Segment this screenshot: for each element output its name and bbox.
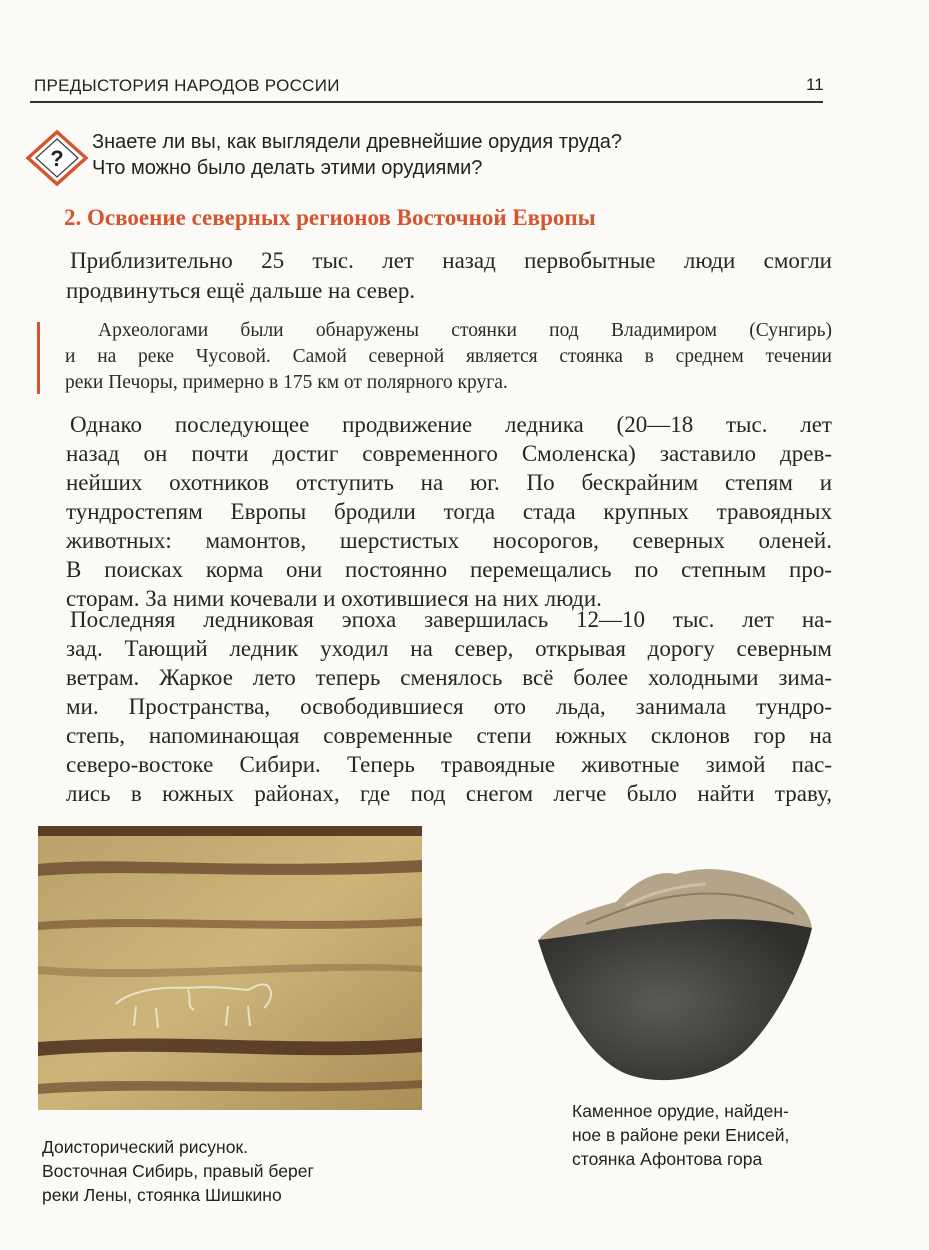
p2-line-5: степь, напоминающая современные степи южных склонов гор на <box>66 723 832 748</box>
stone-tool-caption-line-1: Каменное орудие, найден- <box>572 1101 789 1121</box>
p1-line-1: Однако последующее продвижение ледника (20—18 тыс. лет <box>70 412 832 437</box>
running-header: ПРЕДЫСТОРИЯ НАРОДОВ РОССИИ <box>34 76 340 95</box>
rock-art-caption-line-1: Доисторический рисунок. <box>42 1137 248 1157</box>
intro-line-1: Приблизительно 25 тыс. лет назад первобытные люди смогли <box>70 248 832 273</box>
p1-line-3: нейших охотников отступить на юг. По бескрайним степям и <box>66 470 832 495</box>
p1-line-4: тундростепям Европы бродили тогда стада крупных травоядных <box>66 499 832 524</box>
p2-line-4: ми. Пространства, освободившиеся ото льда, занимала тундро- <box>66 694 832 719</box>
rock-art-caption-line-2: Восточная Сибирь, правый берег <box>42 1161 314 1181</box>
intro-line-2: продвинуться ещё дальше на север. <box>66 278 416 303</box>
aside-line-2: и на реке Чусовой. Самой северной является стоянка в среднем течении <box>65 346 832 367</box>
p1-line-6: В поисках корма они постоянно перемещались по степным про- <box>66 557 832 582</box>
rock-art-image <box>38 826 422 1110</box>
p2-line-6: северо-востоке Сибири. Теперь травоядные животные зимой пас- <box>66 752 832 777</box>
question-mark: ? <box>50 146 64 171</box>
rock-art-caption-line-3: реки Лены, стоянка Шишкино <box>42 1185 282 1205</box>
question-line-2: Что можно было делать этими орудиями? <box>92 157 483 179</box>
p2-line-7: лись в южных районах, где под снегом легче было найти траву, <box>66 781 832 806</box>
aside-line-3: реки Печоры, примерно в 175 км от полярного круга. <box>65 372 508 393</box>
p1-line-5: животных: мамонтов, шерстистых носорогов, северных оленей. <box>66 528 832 553</box>
p2-line-1: Последняя ледниковая эпоха завершилась 12—10 тыс. лет на- <box>70 607 832 632</box>
header-divider <box>30 101 823 103</box>
page-number: 11 <box>806 75 824 94</box>
p2-line-2: зад. Тающий ледник уходил на север, открывая дорогу северным <box>66 636 832 661</box>
stone-tool-caption-line-2: ное в районе реки Енисей, <box>572 1125 790 1145</box>
stone-tool-caption-line-3: стоянка Афонтова гора <box>572 1149 763 1169</box>
question-diamond-icon <box>26 130 88 186</box>
aside-line-1: Археологами были обнаружены стоянки под Владимиром (Сунгирь) <box>98 320 832 341</box>
stone-tool-image <box>526 850 816 1090</box>
p2-line-3: ветрам. Жаркое лето теперь сменялось всё более холодными зима- <box>66 665 832 690</box>
section-title: 2. Освоение северных регионов Восточной Европы <box>64 205 596 230</box>
aside-accent-bar <box>37 322 40 394</box>
p1-line-2: назад он почти достиг современного Смоленска) заставило древ- <box>66 441 832 466</box>
p1-line-7: сторам. За ними кочевали и охотившиеся на них люди. <box>66 586 602 611</box>
question-line-1: Знаете ли вы, как выглядели древнейшие орудия труда? <box>92 131 623 153</box>
